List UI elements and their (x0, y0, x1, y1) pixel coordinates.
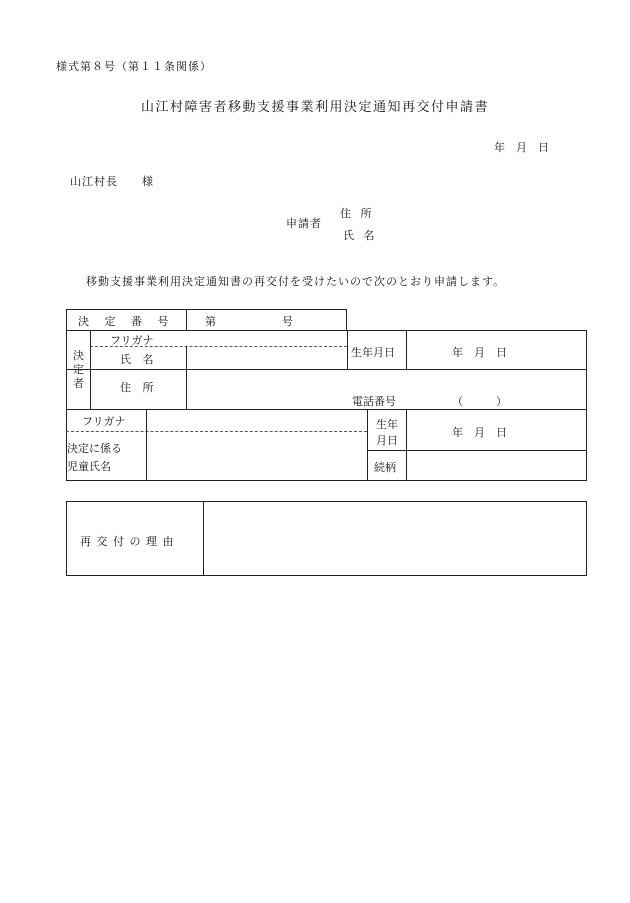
row-divider (367, 450, 587, 451)
application-statement: 移動支援事業利用決定通知書の再交付を受けたいので次のとおり申請します。 (86, 275, 506, 288)
relationship-label: 続柄 (374, 461, 396, 474)
addressee: 山江村長 様 (70, 175, 154, 188)
child-birth-value[interactable]: 年 月 日 (452, 426, 507, 439)
child-birth-label-line1: 生年 (376, 418, 398, 431)
page-title: 山江村障害者移動支援事業利用決定通知再交付申請書 (140, 100, 489, 115)
col-divider (406, 409, 407, 481)
birth-date-value[interactable]: 年 月 日 (452, 346, 507, 359)
col-divider (367, 409, 368, 481)
divider (186, 309, 187, 331)
row-divider (66, 369, 587, 370)
reason-input[interactable] (204, 502, 586, 575)
child-furigana-label: フリガナ (82, 415, 126, 428)
decided-address-label: 住 所 (120, 381, 154, 394)
child-birth-label-line2: 月日 (376, 434, 398, 447)
applicant-label: 申請者 (286, 217, 322, 230)
col-divider (406, 330, 407, 370)
col-divider (186, 346, 187, 409)
row-divider (66, 409, 587, 410)
phone-label: 電話番号 (352, 395, 396, 408)
child-label-line2: 児童氏名 (67, 460, 111, 473)
birth-date-label: 生年月日 (351, 346, 395, 359)
applicant-address-label: 住 所 (340, 207, 372, 220)
application-date: 年 月 日 (494, 141, 549, 154)
col-divider (347, 330, 348, 370)
form-id: 様式第８号（第１１条関係） (56, 60, 212, 73)
decided-name-label: 氏 名 (120, 353, 154, 366)
applicant-name-label: 氏 名 (343, 229, 375, 242)
decision-number-label: 決 定 番 号 (78, 315, 175, 328)
decision-number-value[interactable]: 第 号 (205, 315, 293, 328)
decided-person-label: 決定者 (73, 349, 84, 390)
furigana-dash (66, 431, 367, 432)
col-divider (90, 330, 91, 409)
reason-label: 再 交 付 の 理 由 (80, 535, 175, 548)
col-divider (146, 409, 147, 481)
child-label-line1: 決定に係る (67, 442, 122, 455)
furigana-label: フリガナ (110, 334, 154, 347)
phone-value[interactable]: （ ） (452, 395, 507, 408)
